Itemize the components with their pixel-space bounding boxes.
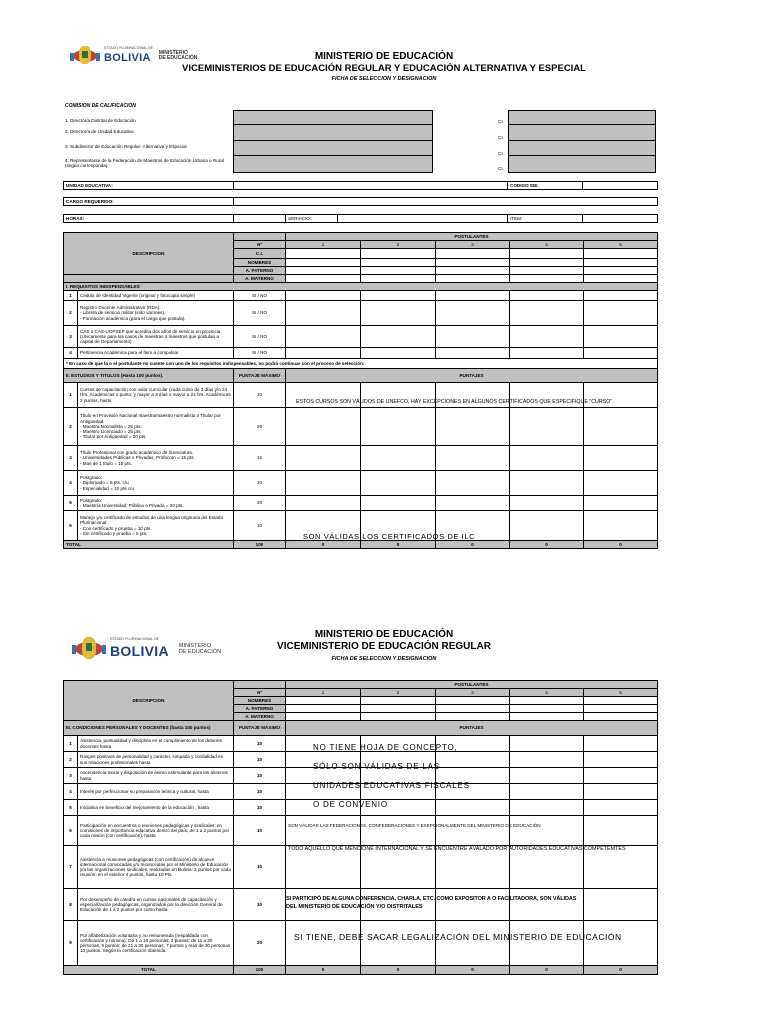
commission-name-field[interactable] — [233, 141, 433, 156]
score-cell[interactable] — [286, 752, 361, 768]
score-cell[interactable] — [436, 921, 510, 966]
score-cell[interactable] — [510, 784, 584, 800]
table-cell: Título en Provisión Nacional maestra/maestro normalista o Titular por Antigüedad. - Maestra Normalista = 25 pts. - Maestro Licenciado = 25 pts. - Titular por Antigüedad = 20 pts. — [78, 408, 234, 446]
table-cell: SI / NO — [234, 348, 286, 359]
score-cell[interactable] — [286, 921, 361, 966]
table-cell: 25 — [234, 408, 286, 446]
score-cell[interactable] — [286, 846, 361, 889]
score-cell[interactable] — [286, 446, 361, 471]
score-cell[interactable] — [361, 301, 436, 326]
score-cell[interactable] — [361, 446, 436, 471]
score-cell[interactable] — [361, 348, 436, 359]
score-cell[interactable] — [510, 275, 584, 283]
score-cell[interactable] — [436, 705, 510, 713]
page-title: MINISTERIO DE EDUCACIÓN — [314, 51, 454, 62]
handwritten-note: SON VÁLIDAS LAS FEDERACIONES, CONFEDERACIONES Y EXEPCIONALMENTE DEL MINISTERIO DE EDUCACIÓN — [288, 823, 541, 828]
commission-name-field[interactable] — [233, 125, 433, 141]
table-cell: 0 — [361, 541, 436, 549]
score-cell[interactable] — [510, 259, 584, 267]
table-cell: 1 — [64, 291, 78, 301]
commission-title: COMISION DE CALIFICACION — [65, 103, 136, 109]
table-cell: 10 — [234, 736, 286, 752]
page-title: MINISTERIO DE EDUCACIÓN — [314, 629, 454, 640]
table-cell: 3 — [64, 326, 78, 348]
handwritten-note: O DE CONVENIO — [313, 800, 388, 809]
servicio-field[interactable] — [338, 215, 508, 223]
table-cell: Nº — [234, 689, 286, 697]
score-cell[interactable] — [584, 496, 658, 511]
score-cell[interactable] — [361, 800, 436, 816]
score-cell[interactable] — [286, 291, 361, 301]
table-cell: 10 — [234, 383, 286, 408]
table-cell: 0 — [436, 541, 510, 549]
table-cell: Interés por perfeccionar su preparación teórica y cultural, hasta — [78, 784, 234, 800]
score-cell[interactable] — [286, 326, 361, 348]
commission-member: 2. Director/a de Unidad Educativa — [65, 129, 134, 134]
score-cell[interactable] — [510, 249, 584, 259]
horas-field[interactable] — [234, 215, 286, 223]
score-cell[interactable] — [584, 275, 658, 283]
table-cell: 1 — [286, 241, 361, 249]
table-cell: Por alfabetización voluntaria y no remunerada (respaldada con certificación y nómina): De 1 a 10 personas, 2 puntos; de 11 a 20 personas, 5 puntos; de 21 a 30 personas, 7 puntos y más de 30 personas 10 puntos. Según la certificación obtenida. — [78, 921, 234, 966]
table-cell: 3 — [64, 768, 78, 784]
score-cell[interactable] — [436, 348, 510, 359]
cargo-field[interactable] — [234, 198, 658, 206]
table-cell: 0 — [286, 966, 361, 975]
score-cell[interactable] — [584, 348, 658, 359]
score-cell[interactable] — [286, 249, 361, 259]
table-cell: 8 — [64, 889, 78, 921]
table-cell: 6 — [64, 511, 78, 541]
score-cell[interactable] — [510, 511, 584, 541]
table-cell: NOMBRES — [234, 697, 286, 705]
handwritten-note: SÓLO SON VÁLIDAS DE LAS — [313, 762, 440, 771]
table-cell: 10 — [234, 846, 286, 889]
score-cell[interactable] — [361, 697, 436, 705]
table-cell: 10 — [234, 889, 286, 921]
table-cell: 5 — [584, 689, 658, 697]
score-cell[interactable] — [286, 275, 361, 283]
table-cell: 4 — [64, 471, 78, 496]
score-cell[interactable] — [361, 259, 436, 267]
table-cell: C.I. — [234, 249, 286, 259]
score-cell[interactable] — [436, 784, 510, 800]
score-cell[interactable] — [510, 921, 584, 966]
page-subtitle: VICEMINISTERIO DE EDUCACIÓN REGULAR — [277, 641, 491, 652]
score-cell[interactable] — [584, 697, 658, 705]
score-cell[interactable] — [584, 511, 658, 541]
score-cell[interactable] — [234, 681, 286, 689]
score-cell[interactable] — [361, 784, 436, 800]
score-cell[interactable] — [510, 383, 584, 408]
score-cell[interactable] — [436, 697, 510, 705]
section-header: II. ESTUDIOS Y TITULOS (Hasta 100 puntos). — [64, 369, 234, 383]
table-cell: 10 — [234, 816, 286, 846]
score-cell[interactable] — [361, 408, 436, 446]
table-cell: 5 — [64, 496, 78, 511]
score-cell[interactable] — [286, 736, 361, 752]
score-cell[interactable] — [286, 697, 361, 705]
score-cell[interactable] — [510, 800, 584, 816]
postulantes-header: POSTULANTES — [286, 681, 658, 689]
handwritten-note: NO TIENE HOJA DE CONCEPTO, — [313, 743, 458, 752]
score-cell[interactable] — [584, 408, 658, 446]
score-cell[interactable] — [584, 249, 658, 259]
table-cell: 2 — [361, 241, 436, 249]
score-cell[interactable] — [436, 267, 510, 275]
score-cell[interactable] — [584, 816, 658, 846]
servicio-label: SERVICIO: — [286, 215, 338, 223]
score-cell[interactable] — [361, 511, 436, 541]
score-cell[interactable] — [584, 784, 658, 800]
table-cell: Participación en encuentros o reuniones pedagógicas y sindicales; en comisiones de importancia educativa dentro del país; de 1 a 2 puntos por cada misión (con certificación), hasta — [78, 816, 234, 846]
table-cell: 2 — [64, 752, 78, 768]
score-cell[interactable] — [286, 259, 361, 267]
score-cell[interactable] — [361, 736, 436, 752]
score-cell[interactable] — [584, 846, 658, 889]
table-cell: 3 — [436, 689, 510, 697]
table-cell: PUNTAJE MÁXIMO — [234, 369, 286, 383]
page-subtitle: VICEMINISTERIOS DE EDUCACIÓN REGULAR Y EDUCACIÓN ALTERNATIVA Y ESPECIAL — [182, 63, 586, 74]
score-cell[interactable] — [436, 889, 510, 921]
table-cell: 4 — [510, 241, 584, 249]
table-cell: 20 — [234, 496, 286, 511]
table-cell: 0 — [510, 966, 584, 975]
table-cell: 15 — [234, 446, 286, 471]
table-cell: 0 — [584, 966, 658, 975]
score-cell[interactable] — [436, 446, 510, 471]
score-cell[interactable] — [510, 736, 584, 752]
score-cell[interactable] — [361, 705, 436, 713]
score-cell[interactable] — [510, 768, 584, 784]
table-cell: 7 — [64, 846, 78, 889]
ci-field[interactable] — [508, 125, 656, 141]
ministry-logo: ESTADO PLURINACIONAL DE BOLIVIA MINISTERIO DE EDUCACIÓN — [70, 42, 197, 70]
score-cell[interactable] — [584, 259, 658, 267]
table-cell: 9 — [64, 921, 78, 966]
table-cell: 6 — [64, 816, 78, 846]
score-cell[interactable] — [510, 348, 584, 359]
score-cell[interactable] — [584, 713, 658, 721]
score-cell[interactable] — [584, 736, 658, 752]
score-cell[interactable] — [436, 752, 510, 768]
commission-member: 3. Subdirector de Educación Regular- Alternativa y Especial — [65, 144, 187, 149]
score-cell[interactable] — [436, 511, 510, 541]
form-name: FICHA DE SELECCION Y DESIGNACION — [331, 76, 437, 82]
table-cell: A. PATERNO — [234, 705, 286, 713]
commission-name-field[interactable] — [233, 110, 433, 125]
table-cell: 0 — [436, 966, 510, 975]
score-cell[interactable] — [64, 275, 234, 283]
score-cell[interactable] — [584, 752, 658, 768]
table-cell: SI / NO — [234, 301, 286, 326]
handwritten-note: SON VÁLIDAS LOS CERTIFICADOS DE ILC — [303, 532, 476, 541]
cargo-label: CARGO REQUERIDO: — [64, 198, 234, 206]
score-cell[interactable] — [436, 291, 510, 301]
evaluation-table-2 — [63, 680, 658, 975]
table-cell: 10 — [234, 752, 286, 768]
table-cell: A. PATERNO — [234, 267, 286, 275]
handwritten-note: SI PARTICIPÓ DE ALGUNA CONFERENCIA, CHARLA, ETC. COMO EXPOSITOR A O FACILITADORA, SON VÁLIDAS — [286, 896, 577, 902]
score-cell[interactable] — [510, 713, 584, 721]
horas-info — [63, 214, 658, 223]
score-cell[interactable] — [361, 471, 436, 496]
score-cell[interactable] — [286, 800, 361, 816]
horas-label: HORAS: — [64, 215, 234, 223]
item-label: ITEM: — [508, 215, 583, 223]
table-cell: Pertinencia Académica para el Ítem a compulsar — [78, 348, 234, 359]
table-cell: 0 — [361, 966, 436, 975]
score-cell[interactable] — [584, 705, 658, 713]
table-cell: 1 — [64, 736, 78, 752]
table-cell: Ascendencia moral y disposición de ánimo estimulante para los alumnos hasta — [78, 768, 234, 784]
score-cell[interactable] — [510, 816, 584, 846]
table-cell: Postgrado: - Maestría Universidad: Pública o Privada = 20 pts. — [78, 496, 234, 511]
table-cell: 10 — [234, 768, 286, 784]
ci-field[interactable] — [508, 156, 656, 173]
score-cell[interactable] — [361, 816, 436, 846]
score-cell[interactable] — [286, 348, 361, 359]
table-cell: 0 — [286, 541, 361, 549]
score-cell[interactable] — [510, 846, 584, 889]
ci-label: CI. — [498, 119, 504, 124]
table-cell: Postgrado: - Diplomado = 5 pts. c/u - Especialidad = 10 pts c/u — [78, 471, 234, 496]
table-cell: PUNTAJES — [286, 721, 658, 736]
description-header: DESCRIPCION — [64, 233, 234, 275]
table-cell: Cursos de capacitación con valor curricular (cada curso de 3 días y/o 24 Hrs. Académicas 1 punto; y mayor a 3 días o mayor a 24 hrs. Académicas 2 puntos, hasta — [78, 383, 234, 408]
table-cell: Manejo y/o certificado de estudios de una lengua originaria del Estado Plurinacional: - Con certificado y prueba = 10 pts. - Sin certificado y prueba = 5 pts. — [78, 511, 234, 541]
score-cell[interactable] — [510, 496, 584, 511]
table-cell: 4 — [64, 784, 78, 800]
description-header: DESCRIPCION — [64, 681, 234, 721]
table-cell: 100 — [234, 966, 286, 975]
section-header: III. CONDICIONES PERSONALES Y DOCENTES (hasta 100 puntos) — [64, 721, 234, 736]
score-cell[interactable] — [510, 301, 584, 326]
handwritten-note: DEL MINISTERIO DE EDUCACIÓN Y/O DISTRITALES — [286, 904, 423, 910]
evaluation-table: DESCRIPCION POSTULANTES Nº 1 2 3 4 5 C.I. NOMBRES A. PATERNO A. MATERNO I. REQUISITOS INDISPENSABLES 1 Cédula de Identidad Vigente (original y fotocopia simple) SI / NO 2 Registro Docente Administrativo (RDA). - Libreta de servicio militar (solo varones). - Formación académica (para el cargo que postula). SI / NO 3 CAS o CAS-UGPSEP que acredita dos años de servicio en provincia (Únicamente para los casos de maestras o maestros que postulan a capital de Departamento) SI / NO 4 Pertinencia Académica para el Ítem a compulsar SI / NO * En caso de que la o el postulante no cuente con uno de los requisitos indispensables, no podrá continuar con el proceso de selección. II. ESTUDIOS Y TITULOS (Hasta 100 puntos). PUNTAJE MÁXIMO PUNTAJES 1 Cursos de capacitación con valor curricular (cada curso de 3 días y/o 24 Hrs. Académicas 1 punto; y mayor a 3 días o mayor a 24 hrs. Académicas 2 puntos, hasta 10 2 Título en Provisión Nacional maestra/maestro normalista o Titular por Antigüedad. - Maestra Normalista = 25 pts. - Maestro Licenciado = 25 pts. - Titular por Antigüedad = 20 pts. 25 3 Título Profesional con grado académico de licenciatura. - Universidades Públicas o Privadas, Profocom = 15 pts. - Mas de 1 título = 15 pts. 15 4 Postgrado: - Diplomado = 5 pts. c/u - Especialidad = 10 pts c/u 20 5 Postgrado: - Maestría Universidad: Pública o Privada = 20 pts. 20 6 Manejo y/o certificado de estudios de una lengua originaria del Estado Plurinacional: - Con certificado y prueba = 10 pts. - Sin certificado y prueba = 5 pts. 10 TOTAL 100 0 0 0 0 0 — [63, 232, 658, 549]
score-cell[interactable] — [286, 301, 361, 326]
table-cell: NOMBRES — [234, 259, 286, 267]
score-cell[interactable] — [286, 471, 361, 496]
table-cell: 1 — [64, 383, 78, 408]
score-cell[interactable] — [361, 275, 436, 283]
score-cell[interactable] — [286, 496, 361, 511]
score-cell[interactable] — [361, 326, 436, 348]
score-cell[interactable] — [286, 768, 361, 784]
ci-field[interactable] — [508, 141, 656, 156]
score-cell[interactable] — [436, 249, 510, 259]
score-cell[interactable] — [286, 511, 361, 541]
score-cell[interactable] — [436, 846, 510, 889]
table-cell: Asistencia, puntualidad y disciplina en el cumplimiento de los deberes docentes hasta — [78, 736, 234, 752]
score-cell[interactable] — [510, 446, 584, 471]
table-cell: 10 — [234, 784, 286, 800]
score-cell[interactable] — [584, 446, 658, 471]
score-cell[interactable] — [584, 800, 658, 816]
table-cell: 0 — [510, 541, 584, 549]
unidad-label: UNIDAD EDUCATIVA: — [64, 182, 234, 190]
table-cell: PUNTAJES — [286, 369, 658, 383]
table-cell: PUNTAJE MÁXIMO — [234, 721, 286, 736]
score-cell[interactable] — [286, 889, 361, 921]
table-cell: 5 — [584, 241, 658, 249]
table-cell: SI / NO — [234, 326, 286, 348]
table-cell: 0 — [584, 541, 658, 549]
score-cell[interactable] — [510, 471, 584, 496]
score-cell[interactable] — [436, 736, 510, 752]
table-cell: 3 — [436, 241, 510, 249]
codigo-field[interactable] — [583, 182, 658, 190]
table-cell: 10 — [234, 511, 286, 541]
score-cell[interactable] — [584, 267, 658, 275]
ministry-logo: ESTADO PLURINACIONAL DE BOLIVIA MINISTERIO DE EDUCACIÓN — [72, 633, 221, 665]
handwritten-note: TODO AQUELLO QUE MENCIONE INTERNACIONAL Y SE ENCUENTRE ÁVALADO POR AUTORIDADES EDUCATIVAS COMPETEMTES — [288, 846, 626, 852]
score-cell[interactable] — [361, 713, 436, 721]
score-cell[interactable] — [436, 301, 510, 326]
score-cell[interactable] — [286, 816, 361, 846]
table-cell: 2 — [64, 301, 78, 326]
table-cell: A. MATERNO — [234, 713, 286, 721]
score-cell[interactable] — [510, 889, 584, 921]
unidad-field[interactable] — [234, 182, 508, 190]
table-cell: 20 — [234, 921, 286, 966]
requirements-note: * En caso de que la o el postulante no cuente con uno de los requisitos indispensables, no podrá continuar con el proceso de selección. — [64, 359, 658, 369]
table-cell: Título Profesional con grado académico de licenciatura. - Universidades Públicas o Privadas, Profocom = 15 pts. - Mas de 1 título = 15 pts. — [78, 446, 234, 471]
score-cell[interactable] — [286, 713, 361, 721]
score-cell[interactable] — [584, 291, 658, 301]
score-cell[interactable] — [286, 267, 361, 275]
handwritten-note: SI TIENE, DEBE SACAR LEGALIZACIÓN DEL MINISTERIO DE EDUCACIÓN — [294, 932, 622, 942]
score-cell[interactable] — [361, 496, 436, 511]
form-name: FICHA DE SELECCION Y DESIGNACION — [331, 656, 437, 662]
score-cell[interactable] — [361, 267, 436, 275]
score-cell[interactable] — [436, 383, 510, 408]
codigo-label: CODIGO SIE: — [508, 182, 583, 190]
table-cell: 5 — [64, 800, 78, 816]
score-cell[interactable] — [436, 800, 510, 816]
table-cell: SI / NO — [234, 291, 286, 301]
table-cell: 100 — [234, 541, 286, 549]
table-cell: 2 — [64, 408, 78, 446]
score-cell[interactable] — [361, 249, 436, 259]
table-cell: A. MATERNO — [234, 275, 286, 283]
commission-member: 1. Director/a Distrital de Educación — [65, 118, 136, 123]
score-cell[interactable] — [510, 408, 584, 446]
score-cell[interactable] — [436, 259, 510, 267]
table-cell: 4 — [64, 348, 78, 359]
handwritten-note: ESTOS CURSOS SON VÁLIDOS DE UNEFCO, HAY EXCEPCIONES EN ALGUNOS CERTIFICADOS QUE ESPECIFIQUE "CURSO". — [296, 399, 614, 405]
score-cell[interactable] — [286, 705, 361, 713]
score-cell[interactable] — [510, 326, 584, 348]
score-cell[interactable] — [286, 408, 361, 446]
score-cell[interactable] — [286, 784, 361, 800]
score-cell[interactable] — [436, 496, 510, 511]
cargo-info — [63, 197, 658, 206]
commission-name-field[interactable] — [233, 156, 433, 173]
score-cell[interactable] — [436, 768, 510, 784]
table-cell: 10 — [234, 800, 286, 816]
score-cell[interactable] — [361, 291, 436, 301]
score-cell[interactable] — [510, 705, 584, 713]
score-cell[interactable] — [234, 233, 286, 241]
table-cell: CAS o CAS-UGPSEP que acredita dos años de servicio en provincia (Únicamente para los casos de maestras o maestros que postulan a capital de Departamento) — [78, 326, 234, 348]
handwritten-note: UNIDADES EDUCATIVAS FISCALES — [313, 781, 470, 790]
table-cell: Cédula de Identidad Vigente (original y fotocopia simple) — [78, 291, 234, 301]
table-cell: 4 — [510, 689, 584, 697]
score-cell[interactable] — [584, 889, 658, 921]
table-cell: 2 — [361, 689, 436, 697]
table-cell: Por desempeño de cátedra en cursos nacionales de capacitación y especialización pedagógicas, organizados por la dirección General de Educación de 1 a 2 puntos por curso hasta — [78, 889, 234, 921]
postulantes-header: POSTULANTES — [286, 233, 658, 241]
score-cell[interactable] — [436, 713, 510, 721]
score-cell[interactable] — [436, 275, 510, 283]
score-cell[interactable] — [286, 383, 361, 408]
score-cell[interactable] — [510, 697, 584, 705]
item-field[interactable] — [583, 215, 658, 223]
table-cell: Registro Docente Administrativo (RDA). - Libreta de servicio militar (solo varones). - Formación académica (para el cargo que postula). — [78, 301, 234, 326]
score-cell[interactable] — [510, 752, 584, 768]
ci-label: CI. — [498, 135, 504, 140]
score-cell[interactable] — [584, 326, 658, 348]
score-cell[interactable] — [361, 752, 436, 768]
score-cell[interactable] — [584, 921, 658, 966]
table-cell: Asistencia a reuniones pedagógicas (con certificación) de alcance internacional convocadas y/o reconocidas por el Ministerio de Educación y/o las organizaciones sindicales, realizadas en Bolivia: 2 puntos por cada reunión; en el exterior 4 puntos, hasta 10 Pts. — [78, 846, 234, 889]
table-cell: 20 — [234, 471, 286, 496]
table-cell: Rasgos positivos de personalidad y carácter, simpatía y cordialidad en sus relaciones profesionales hasta — [78, 752, 234, 768]
table-cell: Iniciativa en beneficio del mejoramiento de la educación , hasta — [78, 800, 234, 816]
score-cell[interactable] — [361, 921, 436, 966]
score-cell[interactable] — [361, 768, 436, 784]
ci-label: CI. — [498, 166, 504, 171]
score-cell[interactable] — [361, 383, 436, 408]
score-cell[interactable] — [584, 471, 658, 496]
table-cell: 3 — [64, 446, 78, 471]
school-info — [63, 181, 658, 190]
total-label: TOTAL — [64, 541, 234, 549]
score-cell[interactable] — [584, 768, 658, 784]
section-header: I. REQUISITOS INDISPENSABLES — [64, 283, 658, 291]
ci-label: CI. — [498, 151, 504, 156]
score-cell[interactable] — [436, 326, 510, 348]
score-cell[interactable] — [436, 816, 510, 846]
total-label: TOTAL — [64, 966, 234, 975]
score-cell[interactable] — [361, 889, 436, 921]
score-cell[interactable] — [510, 291, 584, 301]
score-cell[interactable] — [584, 383, 658, 408]
ci-field[interactable] — [508, 110, 656, 125]
commission-member: 4. Representante de la Federación de Maestros de Educación Urbana o Rural (según corresponda) — [65, 158, 224, 169]
table-cell: 1 — [286, 689, 361, 697]
score-cell[interactable] — [436, 471, 510, 496]
score-cell[interactable] — [361, 846, 436, 889]
score-cell[interactable] — [436, 408, 510, 446]
score-cell[interactable] — [510, 267, 584, 275]
score-cell[interactable] — [584, 301, 658, 326]
